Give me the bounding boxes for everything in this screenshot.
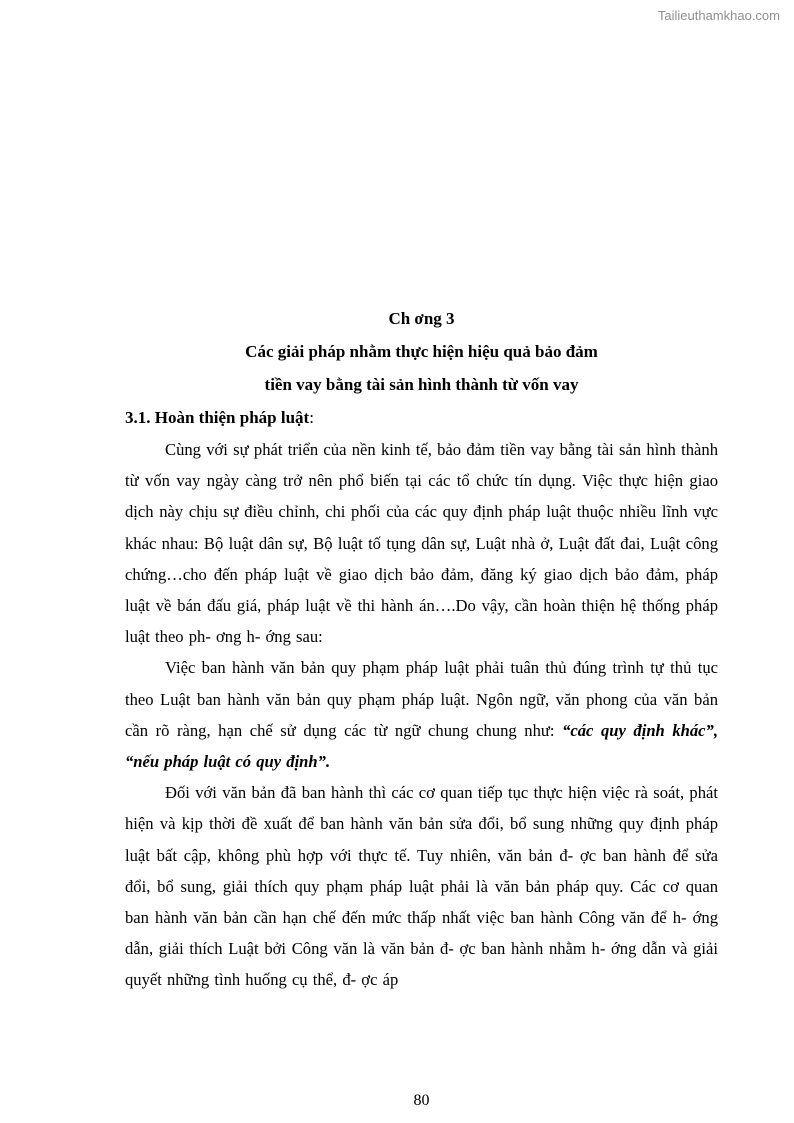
page-number: 80 — [413, 1092, 430, 1109]
page-content — [125, 302, 718, 996]
paragraph-3: Đối với văn bản đã ban hành thì các cơ quan tiếp tục thực hiện việc rà soát, phát hiện và kịp thời đề xuất để ban hành văn bản sửa đổi, bổ sung những quy định pháp luật bất cập, không phù hợp với thực tế. Tuy nhiên, văn bản đ- ợc ban hành để sửa đổi, bổ sung, giải thích quy phạm pháp luật phải là văn bản pháp quy. Các cơ quan ban hành văn bản cần hạn chế đến mức thấp nhất việc ban hành Công văn để h- ớng dẫn, giải thích Luật bởi Công văn là văn bản đ- ợc ban hành nhằm h- ớng dẫn và giải quyết những tình huống cụ thể, đ- ợc áp — [125, 783, 718, 990]
chapter-heading: Ch ơng 3 — [388, 309, 455, 328]
paragraph-2 — [125, 652, 718, 777]
paragraph-1: Cùng với sự phát triển của nền kinh tế, bảo đảm tiền vay bằng tài sản hình thành từ vốn vay ngày càng trở nên phổ biến tại các tổ chức tín dụng. Việc thực hiện giao dịch này chịu sự điều chỉnh, chi phối của các quy định pháp luật thuộc nhiều lĩnh vực khác nhau: Bộ luật dân sự, Bộ luật tố tụng dân sự, Luật nhà ở, Luật đất đai, Luật công chứng…cho đến pháp luật về giao dịch bảo đảm, đăng ký giao dịch bảo đảm, pháp luật về bán đấu giá, pháp luật về thi hành án….Do vậy, cần hoàn thiện hệ thống pháp luật theo ph- ơng h- ớng sau: — [125, 440, 718, 647]
chapter-title-line2: tiền vay bằng tài sản hình thành từ vốn vay — [264, 375, 579, 394]
chapter-title-line1: Các giải pháp nhằm thực hiện hiệu quả bảo đảm — [245, 342, 598, 361]
section-heading-colon: : — [309, 408, 314, 427]
section-heading-title: 3.1. Hoàn thiện pháp luật — [125, 408, 310, 427]
paragraph-2-text: Việc ban hành văn bản quy phạm pháp luật phải tuân thủ đúng trình tự thủ tục theo Luật ban hành văn bản quy phạm pháp luật. Ngôn ngữ, văn phong của văn bản cần rõ ràng, hạn chế sử dụng các từ ngữ chung chung như: — [125, 658, 718, 740]
watermark-text: Tailieuthamkhao.com — [657, 8, 780, 23]
section-heading — [125, 401, 718, 434]
paragraph-2-emphasis: “các quy định khác”, “nếu pháp luật có quy định”. — [125, 720, 718, 772]
